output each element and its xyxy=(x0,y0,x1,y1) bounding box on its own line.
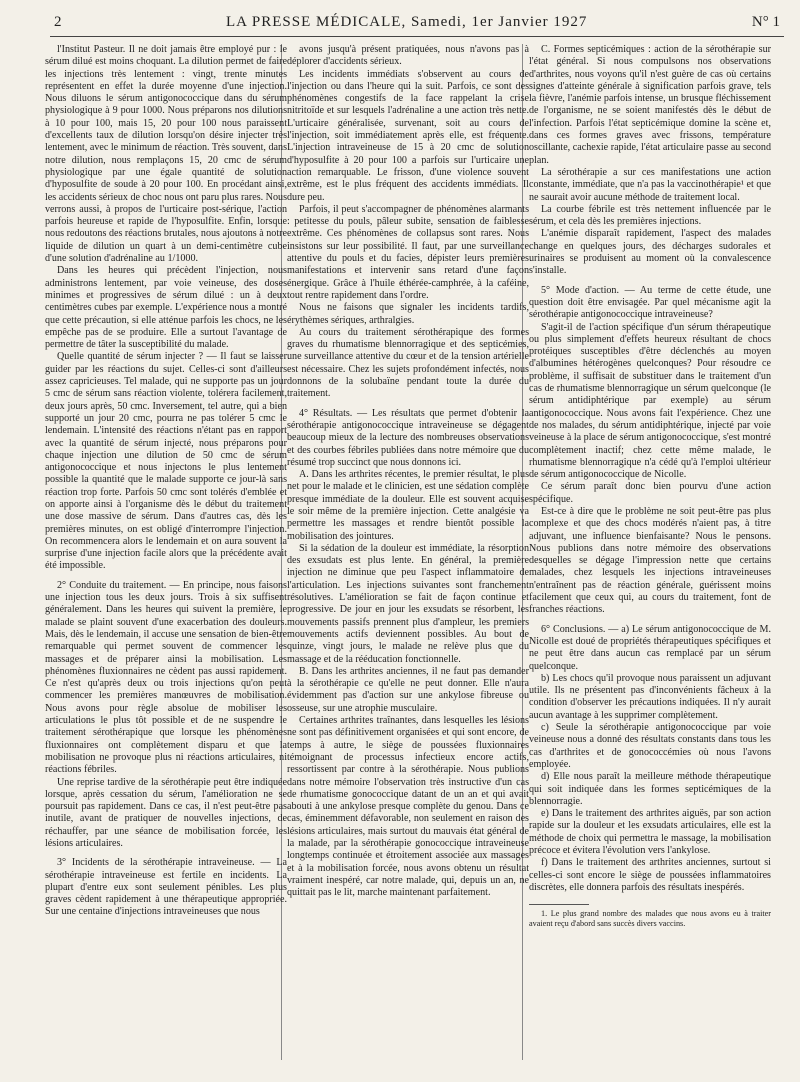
paragraph: Une reprise tardive de la sérothérapie peut être indiquée lorsque, après cessation du sérum, l'amélioration ne se poursuit pas rapidement. Dans ce cas, il n'est peut-être pas inutile, avant de pratiquer de nouvelles injections, de réchauffer, par une séance de mobilisation forcée, les lésions articulaires. xyxy=(45,776,287,849)
paragraph: e) Dans le traitement des arthrites aiguës, par son action rapide sur la douleur et les exsudats articulaires, elle est la méthode de choix qui permettra le massage, la mobilisation précoce et évitera l'évolution vers l'ankylose. xyxy=(529,808,771,856)
footnote: 1. Le plus grand nombre des malades que nous avons eu à traiter avaient reçu d'abord sans succès divers vaccins. xyxy=(529,909,771,929)
paragraph: Dans les heures qui précèdent l'injection, nous administrons lentement, par voie veineuse, des doses minimes et progressives de sérum dilué : un à deux centimètres cubes par exemple. L'expérience nous a montré que cette précaution, si elle atténue parfois les chocs, ne les empêche pas de se produire. Elle a surtout l'avantage de permettre de tâter la susceptibilité du malade. xyxy=(45,265,287,351)
paragraph: d) Elle nous paraît la meilleure méthode thérapeutique qui soit indiquée dans les formes septicémiques de la blennorragie. xyxy=(529,771,771,807)
paragraph: f) Dans le traitement des arthrites anciennes, surtout si celles-ci sont encore le siège de poussées inflammatoires discrètes, elle donnera parfois des résultats inespérés. xyxy=(529,857,771,893)
paragraph: S'agit-il de l'action spécifique d'un sérum thérapeutique ou plus simplement d'effets heureux résultant de chocs protéiques susceptibles d'être déclenchés au moyen d'albumines hétérogènes quelconques? Pour résoudre ce problème, il suffisait de substituer dans le traitement d'un cas de rhumatisme blennorragique un sérum quelconque (le sérum antidiphtérique par exemple) au sérum antigonococcique. Nous avons fait l'expérience. Chez une de nos malades, du sérum antidiphtérique, injecté par voie veineuse à la place de sérum antigonococcique, s'est montré complètement inactif; chez cette même malade, le rhumatisme blennorragique n'a cédé qu'à l'emploi ultérieur de sérum antigonococcique de Nicolle. xyxy=(529,321,772,481)
paragraph: Est-ce à dire que le problème ne soit peut-être pas plus complexe et que des chocs modérés n'aient pas, à titre adjuvant, une influence bienfaisante? Nous le pensons. Nous publions dans notre mémoire des observations desquelles se dégage l'impression nette que certains malades, chez lesquels les injections intraveineuses n'entraînent pas de réaction générale, guérissent moins facilement que ceux qui, au cours du traitement, font de franches réactions. xyxy=(529,505,771,616)
paragraph: Au cours du traitement sérothérapique des formes graves du rhumatisme blennorragique et des septicémies, une surveillance attentive du cœur et de la tension artérielle est nécessaire. Chez les sujets profondément infectés, nous donnons de la solubaïne pendant toute la durée du traitement. xyxy=(287,326,529,400)
paragraph: Certaines arthrites traînantes, dans lesquelles les lésions ne sont pas définitivement organisées et qui sont encore, de temps à autre, le siège de poussées fluxionnaires témoignant de processus infectieux encore actifs, ressortissent par contre à la sérothérapie. Nous publions dans notre mémoire l'observation très instructive d'un cas de rhumatisme gonococcique datant de un an et qui avait abouti à une ankylose presque complète du genou. Dans ce cas, éminemment défavorable, non seulement en raison des lésions articulaires, mais surtout du mauvais état général de la malade, par la sérothérapie gonococcique intraveineuse longtemps continuée et étroitement associée aux massages et à la mobilisation forcée, nous avons obtenu un résultat vraiment inespéré, car notre malade, qui, depuis un an, ne quittait pas le lit, marche maintenant parfaitement. xyxy=(287,715,529,899)
paragraph: l'Institut Pasteur. Il ne doit jamais être employé pur : le sérum dilué est moins choquant. La dilution permet de faire les injections très lentement : vingt, trente minutes représentent en effet la durée moyenne d'une injection. Nous diluons le sérum antigonococcique dans du sérum physiologique à 9 pour 1000. Nous préparons nos dilutions à 10 pour 100, mais 15, 20 pour 100 nous paraissent d'excellents taux de dilution lorsqu'on désire injecter très lentement, avec le minimum de réaction. Très souvent, dans notre dilution, nous remplaçons 15, 20 cmc de sérum physiologique par une égale quantité de solution d'hyposulfite de soude à 20 pour 100. En procédant ainsi, les accidents sérieux de choc nous ont paru plus rares. Nous verrons aussi, à propos de l'urticaire post-sérique, l'action parfois heureuse et rapide de l'hyposulfite. Enfin, lorsque nous redoutons des réactions brutales, nous ajoutons à notre liquide de dilution un quart à un demi-centimètre cube d'une solution d'adrénaline au 1/1000. xyxy=(45,44,287,265)
section-resultats: 4° Résultats. — Les résultats que permet d'obtenir la sérothérapie antigonococcique intraveineuse se dégagent beaucoup mieux de la lecture des nombreuses observations et des courbes fébriles publiées dans notre mémoire que du résumé trop succinct que nous donnons ici. xyxy=(287,407,529,468)
page-header xyxy=(54,14,780,34)
paragraph: L'anémie disparaît rapidement, l'aspect des malades change en quelques jours, des décharges sudorales et urinaires se produisent au moment où la convalescence s'installe. xyxy=(529,228,771,277)
paragraph: Nous ne faisons que signaler les incidents tardifs, érythèmes sériques, arthralgies. xyxy=(287,302,529,326)
issue-number: N° 1 xyxy=(751,14,780,30)
text-column-3 xyxy=(529,44,771,929)
section-incidents: 3° Incidents de la sérothérapie intraveineuse. — La sérothérapie intraveineuse est fertile en incidents. La plupart d'entre eux sont seulement pénibles. Les plus graves cèdent rapidement à une thérapeutique appropriée. Sur une centaine d'injections intraveineuses que nous xyxy=(45,857,287,918)
footnote-rule xyxy=(529,904,589,905)
paragraph: b) Les chocs qu'il provoque nous paraissent un adjuvant utile. Ils ne présentent pas d'inconvénients fâcheux à la condition d'observer les précautions indiquées. Il n'y aurait aucun avantage à les supprimer complètement. xyxy=(529,672,771,721)
paragraph: A. Dans les arthrites récentes, le premier résultat, le plus net pour le malade et le clinicien, est une sédation complète presque immédiate de la douleur. Elle est souvent acquise le soir même de la première injection. Cette analgésie va permettre les massages et rendre bientôt possible la mobilisation des jointures. xyxy=(287,469,529,542)
section-conduite: 2° Conduite du traitement. — En principe, nous faisons une injection tous les deux jours. Trois à six suffisent généralement. Dans les heures qui suivent la première, le malade se plaint souvent d'une exacerbation des douleurs. Mais, dès le lendemain, il accuse une sensation de bien-être remarquable qui permet souvent de commencer les massages et de préparer ainsi la mobilisation. Les phénomènes fluxionnaires ne cèdent pas aussi rapidement. Ce n'est qu'après deux ou trois injections qu'on peut commencer les premières manœuvres de mobilisation. Nous avons pour règle absolue de mobiliser les articulations le plus tôt possible et de ne suspendre le traitement sérothérapique que lorsque les phénomènes fluxionnaires ont complètement disparu et que la mobilisation ne provoque plus ni réactions articulaires, ni réactions fébriles. xyxy=(45,579,287,776)
page-number: 2 xyxy=(54,14,62,30)
paragraph: avons jusqu'à présent pratiquées, nous n'avons pas à déplorer d'accidents sérieux. xyxy=(287,44,529,68)
paragraph: Si la sédation de la douleur est immédiate, la résorption des exsudats est plus lente. En général, la première injection ne diminue que peu l'aspect inflammatoire de l'articulation. Les injections suivantes sont franchement résolutives. L'amélioration se fait de façon continue et progressive. De jour en jour les exsudats se résorbent, les mouvements passifs prennent plus d'ampleur, les premiers mouvements actifs deviennent possibles. Au bout de quinze, vingt jours, le malade ne relève plus que du massage et de la rééducation fonctionnelle. xyxy=(287,542,529,665)
journal-title: LA PRESSE MÉDICALE, Samedi, 1er Janvier 1927 xyxy=(225,14,588,30)
text-column-1 xyxy=(45,44,287,919)
paragraph: Quelle quantité de sérum injecter ? — Il faut se laisser guider par les réactions du sujet. Celles-ci sont d'ailleurs assez capricieuses. Tel malade, qui ne supporte pas un jour 5 cmc de sérum sans réaction violente, tolérera facilement, deux jours après, 50 cmc. Inversement, tel autre, qui a bien supporté un jour 20 cmc, pourra ne pas tolérer 5 cmc le lendemain. L'intensité des réactions n'étant pas en rapport avec la quantité de sérum injecté, nous préparons pour chaque injection une dilution de 50 cmc de sérum antigonococcique et nous injectons le plus lentement possible la quantité que le malade supporte ce jour-là sans réaction trop forte. Parfois 50 cmc sont tolérés d'emblée et on apporte ainsi à l'organisme dès le début du traitement une dose massive de sérum. Dans d'autres cas, dès les premières minutes, on est obligé d'interrompre l'injection. On recommencera alors le lendemain et on aura souvent la surprise d'une injection facile alors que la précédente avait été impossible. xyxy=(45,351,287,572)
paragraph: La courbe fébrile est très nettement influencée par le sérum, et cela dès les premières injections. xyxy=(529,203,771,228)
paragraph: Parfois, il peut s'accompagner de phénomènes alarmants : petitesse du pouls, pâleur subite, sensation de faiblesse extrême. Ces phénomènes de collapsus sont rares. Nous insistons sur leur possibilité. Il faut, par une surveillance attentive du pouls et du facies, dépister leurs premières manifestations et intervenir sans retard d'une façon énergique. Grâce à l'huile éthérée-camphrée, à la caféine, tout rentre rapidement dans l'ordre. xyxy=(287,203,529,301)
paragraph: Les incidents immédiats s'observent au cours de l'injection ou dans l'heure qui la suit. Parfois, ce sont des phénomènes congestifs de la face rappelant la crise nitritoïde et sur lesquels l'adrénaline a une action très nette. L'urticaire généralisée, survenant, soit au cours de l'injection, soit immédiatement après elle, est fréquente. L'injection intraveineuse de 15 à 20 cmc de solution d'hyposulfite à 20 pour 100 a parfois sur l'urticaire une action remarquable. Le frisson, d'une violence souvent extrême, est le plus fréquent des accidents immédiats. Il dure peu. xyxy=(287,68,529,203)
section-mode-action: 5° Mode d'action. — Au terme de cette étude, une question doit être envisagée. Par quel mécanisme agit la sérothérapie antigonococcique intraveineuse? xyxy=(529,284,771,321)
paragraph: La sérothérapie a sur ces manifestations une action constante, immédiate, que n'a pas la vaccinothérapie¹ et que ne saurait avoir aucune méthode de traitement local. xyxy=(529,166,771,203)
paragraph: B. Dans les arthrites anciennes, il ne faut pas demander à la sérothérapie ce qu'elle ne peut donner. Elle n'aura évidemment pas d'action sur une ankylose fibreuse ou osseuse, sur une atrophie musculaire. xyxy=(287,665,529,714)
paragraph: C. Formes septicémiques : action de la sérothérapie sur l'état général. Si nous compulsons nos observations d'arthrites, nous voyons qu'il n'est guère de cas où certains signes d'atteinte générale à signification parfois grave, tels la fièvre, l'anémie parfois intense, un brusque fléchissement de l'organisme, ne se soient manifestés dès le début de l'infection. Parfois l'état septicémique domine la scène et, dans ces formes graves avec frissons, température oscillante, cachexie rapide, l'état articulaire passe au second plan. xyxy=(529,44,771,166)
section-conclusions: 6° Conclusions. — a) Le sérum antigonococcique de M. Nicolle est doué de propriétés thérapeutiques spécifiques et ne peut être dans aucun cas remplacé par un sérum quelconque. xyxy=(529,623,771,672)
paragraph: Ce sérum paraît donc bien pourvu d'une action spécifique. xyxy=(529,481,771,505)
text-column-2 xyxy=(287,44,529,899)
paragraph: c) Seule la sérothérapie antigonococcique par voie veineuse nous a donné des résultats constants dans tous les cas d'arthrites et de gonococcémies où nous l'avons employée. xyxy=(529,722,771,770)
header-rule xyxy=(50,36,784,37)
